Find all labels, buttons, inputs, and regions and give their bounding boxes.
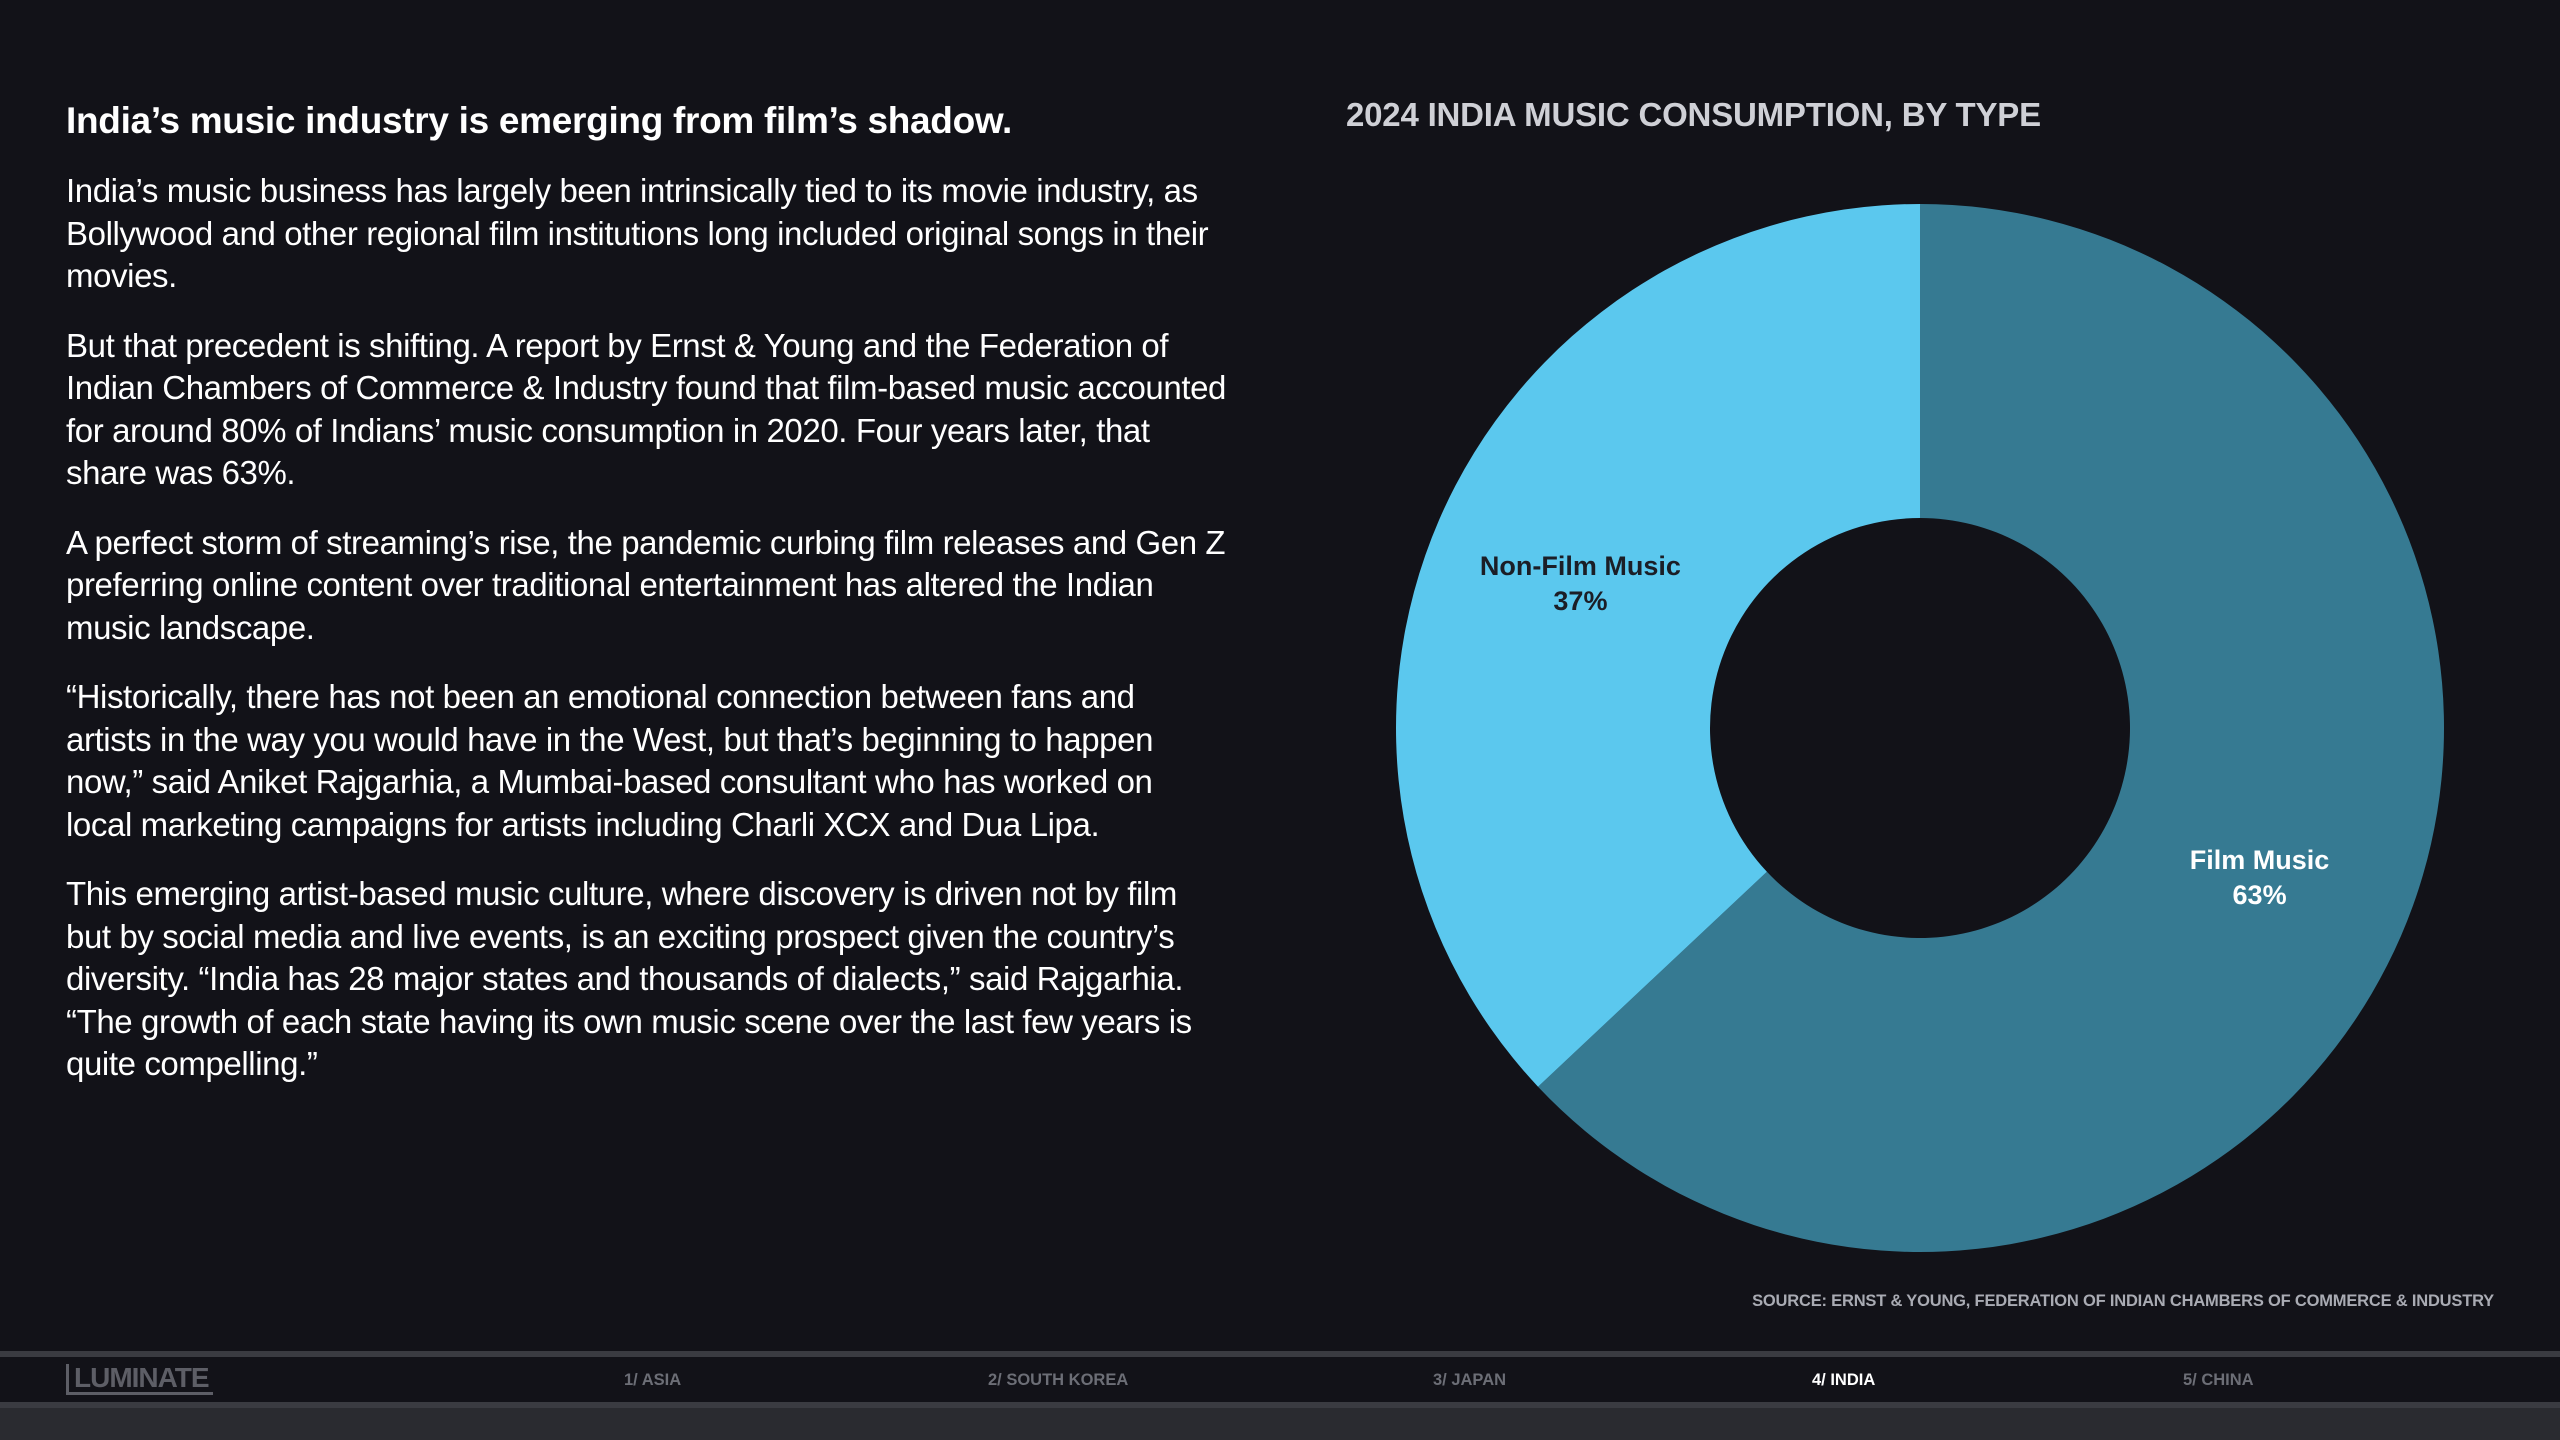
paragraph: India’s music business has largely been intrinsically tied to its movie industry, as Bollywood and other regional film institutions long included original songs in their movies. bbox=[66, 172, 1209, 294]
paragraph: But that precedent is shifting. A report by Ernst & Young and the Federation of Indian Chambers of Commerce & Industry found that film-based music accounted for around 80% of Indians’ music consumption in 2020. Four years later, that share was 63%. bbox=[66, 326, 1227, 491]
paragraph: “Historically, there has not been an emotional connection between fans and artists in the way you would have in the West, but that’s beginning to happen now,” said Aniket Rajgarhia, a Mumbai-based consultant who has worked on local marketing campaigns for artists including Charli XCX and Dua Lipa. bbox=[66, 678, 1154, 843]
slice-value-non-film-music: 37% bbox=[1553, 586, 1608, 617]
article bbox=[66, 98, 1226, 1113]
slice-label-non-film-music: Non-Film Music bbox=[1479, 551, 1681, 582]
slice-label-film-music: Film Music bbox=[2189, 844, 2330, 875]
nav-item-japan[interactable]: 3/ JAPAN bbox=[1433, 1371, 1507, 1389]
paragraph: A perfect storm of streaming’s rise, the pandemic curbing film releases and Gen Z preferring online content over traditional entertainment has altered the Indian music landscape. bbox=[66, 523, 1226, 646]
nav-item-south-korea[interactable]: 2/ SOUTH KOREA bbox=[988, 1371, 1129, 1389]
donut-slices bbox=[1396, 204, 2444, 1252]
luminate-logo: LUMINATE bbox=[66, 1364, 213, 1395]
nav-item-china[interactable]: 5/ CHINA bbox=[2183, 1371, 2254, 1389]
headline: India’s music industry is emerging from film’s shadow. bbox=[66, 100, 1012, 141]
donut-chart bbox=[1300, 150, 2480, 1280]
chart-title: 2024 INDIA MUSIC CONSUMPTION, BY TYPE bbox=[1346, 96, 2041, 133]
nav-item-asia[interactable]: 1/ ASIA bbox=[624, 1371, 682, 1389]
footer-bar bbox=[0, 1408, 2560, 1440]
footer-divider bbox=[0, 1351, 2560, 1357]
chart-source: SOURCE: ERNST & YOUNG, FEDERATION OF INDIAN CHAMBERS OF COMMERCE & INDUSTRY bbox=[1752, 1292, 2494, 1310]
paragraph: This emerging artist-based music culture, where discovery is driven not by film but by social media and live events, is an exciting prospect given the country’s diversity. “India has 28 major states and thousands of dialects,” said Rajgarhia. “The growth of each state having its own music scene over the last few years is quite compelling.” bbox=[66, 875, 1192, 1082]
slice-value-film-music: 63% bbox=[2232, 879, 2287, 910]
nav-item-india[interactable]: 4/ INDIA bbox=[1812, 1371, 1876, 1389]
